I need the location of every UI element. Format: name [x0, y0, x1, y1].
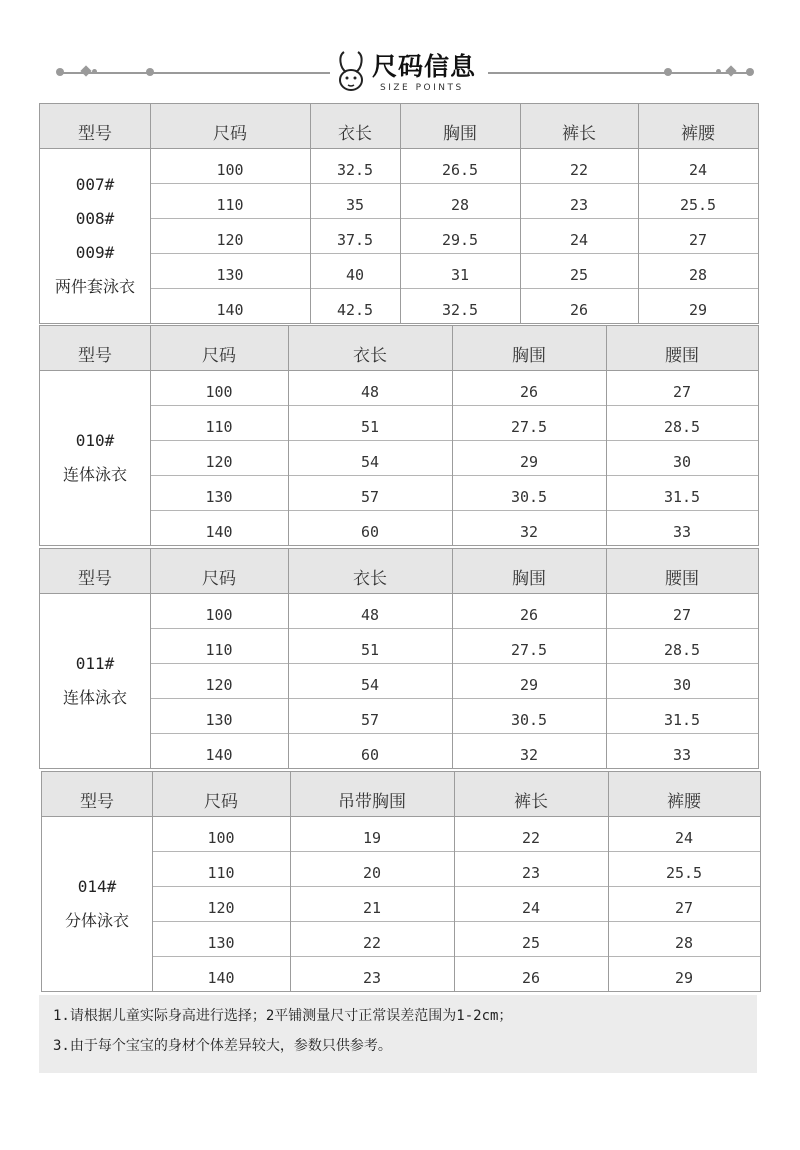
- table-cell: 30: [672, 676, 692, 694]
- table-cell: 24: [688, 161, 708, 179]
- column-header: 衣长: [338, 124, 372, 144]
- table-cell: 110: [216, 196, 244, 214]
- table-cell: 26: [521, 969, 541, 987]
- table-cell: 22: [362, 934, 382, 952]
- column-header: 胸围: [443, 124, 477, 144]
- table-cell: 25: [569, 266, 589, 284]
- column-divider: [452, 326, 453, 545]
- table-cell: 140: [205, 746, 233, 764]
- table-cell: 60: [360, 746, 380, 764]
- table-cell: 33: [672, 746, 692, 764]
- table-row: [150, 183, 758, 219]
- column-header: 裤腰: [667, 792, 701, 812]
- column-header: 尺码: [202, 569, 236, 589]
- table-cell: 51: [360, 418, 380, 436]
- column-header: 尺码: [204, 792, 238, 812]
- table-row: [152, 851, 760, 887]
- table-cell: 30.5: [510, 488, 548, 506]
- table-cell: 30.5: [510, 711, 548, 729]
- page-subtitle: SIZE POINTS: [380, 83, 464, 93]
- table-cell: 110: [205, 418, 233, 436]
- notes-box: [39, 995, 757, 1073]
- table-cell: 21: [362, 899, 382, 917]
- table-row: [150, 663, 758, 699]
- table-row: [150, 253, 758, 289]
- note-line-2: 3.由于每个宝宝的身材个体差异较大，参数只供参考。: [53, 1038, 392, 1054]
- ornament-dot: [716, 69, 721, 74]
- table-cell: 28.5: [663, 418, 701, 436]
- column-divider: [288, 326, 289, 545]
- model-label: 008#: [75, 208, 115, 228]
- table-cell: 100: [216, 161, 244, 179]
- model-cell: [40, 370, 150, 545]
- table-cell: 32: [519, 523, 539, 541]
- table-cell: 100: [205, 606, 233, 624]
- table-cell: 27: [672, 606, 692, 624]
- table-cell: 100: [207, 829, 235, 847]
- column-header: 裤长: [562, 124, 596, 144]
- table-cell: 120: [216, 231, 244, 249]
- column-divider: [150, 104, 151, 323]
- column-header: 型号: [80, 792, 114, 812]
- size-table: [39, 548, 759, 769]
- table-cell: 28.5: [663, 641, 701, 659]
- column-header: 吊带胸围: [338, 792, 406, 812]
- table-cell: 28: [450, 196, 470, 214]
- table-cell: 54: [360, 453, 380, 471]
- table-cell: 24: [569, 231, 589, 249]
- size-table: [39, 103, 759, 324]
- table-cell: 27: [672, 383, 692, 401]
- table-row: [150, 698, 758, 734]
- table-cell: 120: [205, 676, 233, 694]
- column-header: 型号: [78, 346, 112, 366]
- table-cell: 30: [672, 453, 692, 471]
- table-header-row: [40, 326, 758, 371]
- column-divider: [288, 549, 289, 768]
- column-header: 胸围: [512, 569, 546, 589]
- table-header-row: [42, 772, 760, 817]
- table-cell: 25.5: [665, 864, 703, 882]
- table-cell: 35: [345, 196, 365, 214]
- column-header: 裤腰: [681, 124, 715, 144]
- table-cell: 54: [360, 676, 380, 694]
- table-cell: 120: [205, 453, 233, 471]
- table-cell: 32.5: [441, 301, 479, 319]
- column-divider: [638, 104, 639, 323]
- column-header: 腰围: [665, 346, 699, 366]
- ornament-dot: [664, 68, 672, 76]
- column-divider: [452, 549, 453, 768]
- model-label: 连体泳衣: [62, 687, 127, 707]
- table-cell: 100: [205, 383, 233, 401]
- model-cell: [42, 816, 152, 991]
- size-table: [41, 771, 761, 992]
- column-divider: [454, 772, 455, 991]
- right-ornament-line: [488, 72, 750, 74]
- model-label: 007#: [75, 174, 115, 194]
- column-divider: [608, 772, 609, 991]
- table-cell: 140: [207, 969, 235, 987]
- table-cell: 27.5: [510, 641, 548, 659]
- note-line-1: 1.请根据儿童实际身高进行选择；2平铺测量尺寸正常误差范围为1-2cm；: [53, 1008, 513, 1024]
- page-title: 尺码信息: [372, 52, 477, 81]
- table-cell: 20: [362, 864, 382, 882]
- table-cell: 25: [521, 934, 541, 952]
- table-row: [150, 593, 758, 629]
- table-cell: 26: [519, 606, 539, 624]
- column-divider: [150, 326, 151, 545]
- table-cell: 130: [216, 266, 244, 284]
- table-row: [150, 370, 758, 406]
- model-cell: [40, 593, 150, 768]
- table-cell: 27: [674, 899, 694, 917]
- table-cell: 130: [205, 711, 233, 729]
- table-cell: 57: [360, 488, 380, 506]
- table-cell: 22: [569, 161, 589, 179]
- table-cell: 130: [205, 488, 233, 506]
- size-info-header: [0, 45, 800, 105]
- table-cell: 48: [360, 383, 380, 401]
- column-header: 尺码: [213, 124, 247, 144]
- model-cell: [40, 148, 150, 323]
- table-cell: 26: [569, 301, 589, 319]
- table-cell: 29.5: [441, 231, 479, 249]
- table-cell: 48: [360, 606, 380, 624]
- table-row: [150, 405, 758, 441]
- table-cell: 28: [688, 266, 708, 284]
- column-header: 裤长: [514, 792, 548, 812]
- table-cell: 27.5: [510, 418, 548, 436]
- table-row: [150, 510, 758, 545]
- ornament-dot: [746, 68, 754, 76]
- bunny-logo-icon: [334, 50, 368, 94]
- table-cell: 26.5: [441, 161, 479, 179]
- table-cell: 24: [521, 899, 541, 917]
- table-cell: 33: [672, 523, 692, 541]
- model-label: 011#: [75, 653, 115, 673]
- column-divider: [310, 104, 311, 323]
- table-cell: 110: [207, 864, 235, 882]
- table-cell: 29: [674, 969, 694, 987]
- table-cell: 32.5: [336, 161, 374, 179]
- column-header: 胸围: [512, 346, 546, 366]
- column-header: 型号: [78, 569, 112, 589]
- table-cell: 29: [519, 676, 539, 694]
- table-row: [150, 148, 758, 184]
- column-divider: [150, 549, 151, 768]
- model-label: 014#: [77, 876, 117, 896]
- table-cell: 42.5: [336, 301, 374, 319]
- column-divider: [520, 104, 521, 323]
- column-header: 腰围: [665, 569, 699, 589]
- table-cell: 23: [362, 969, 382, 987]
- table-cell: 22: [521, 829, 541, 847]
- table-header-row: [40, 549, 758, 594]
- table-cell: 40: [345, 266, 365, 284]
- table-cell: 32: [519, 746, 539, 764]
- table-cell: 27: [688, 231, 708, 249]
- table-row: [150, 440, 758, 476]
- model-label: 连体泳衣: [62, 464, 127, 484]
- column-divider: [606, 326, 607, 545]
- column-header: 衣长: [353, 346, 387, 366]
- table-row: [150, 475, 758, 511]
- model-label: 010#: [75, 430, 115, 450]
- table-cell: 25.5: [679, 196, 717, 214]
- model-label: 分体泳衣: [64, 910, 129, 930]
- column-header: 尺码: [202, 346, 236, 366]
- table-cell: 140: [205, 523, 233, 541]
- table-cell: 60: [360, 523, 380, 541]
- size-table: [39, 325, 759, 546]
- table-cell: 26: [519, 383, 539, 401]
- model-label: 009#: [75, 242, 115, 262]
- table-cell: 57: [360, 711, 380, 729]
- table-row: [152, 921, 760, 957]
- ornament-diamond: [725, 65, 736, 76]
- column-header: 型号: [78, 124, 112, 144]
- left-ornament-line: [58, 72, 330, 74]
- table-cell: 28: [674, 934, 694, 952]
- table-row: [150, 288, 758, 323]
- column-divider: [400, 104, 401, 323]
- table-row: [152, 956, 760, 991]
- table-cell: 130: [207, 934, 235, 952]
- column-divider: [606, 549, 607, 768]
- ornament-dot: [146, 68, 154, 76]
- model-label: 两件套泳衣: [54, 276, 135, 296]
- ornament-dot: [56, 68, 64, 76]
- table-cell: 29: [688, 301, 708, 319]
- table-cell: 24: [674, 829, 694, 847]
- table-cell: 23: [569, 196, 589, 214]
- table-row: [150, 218, 758, 254]
- ornament-dot: [92, 69, 97, 74]
- ornament-diamond: [80, 65, 91, 76]
- column-header: 衣长: [353, 569, 387, 589]
- table-row: [150, 733, 758, 768]
- column-divider: [290, 772, 291, 991]
- table-row: [152, 886, 760, 922]
- table-cell: 31.5: [663, 488, 701, 506]
- table-cell: 120: [207, 899, 235, 917]
- table-cell: 51: [360, 641, 380, 659]
- table-row: [150, 628, 758, 664]
- table-cell: 19: [362, 829, 382, 847]
- table-cell: 140: [216, 301, 244, 319]
- column-divider: [152, 772, 153, 991]
- table-cell: 29: [519, 453, 539, 471]
- table-cell: 23: [521, 864, 541, 882]
- table-cell: 110: [205, 641, 233, 659]
- table-header-row: [40, 104, 758, 149]
- table-row: [152, 816, 760, 852]
- table-cell: 31: [450, 266, 470, 284]
- table-cell: 37.5: [336, 231, 374, 249]
- table-cell: 31.5: [663, 711, 701, 729]
